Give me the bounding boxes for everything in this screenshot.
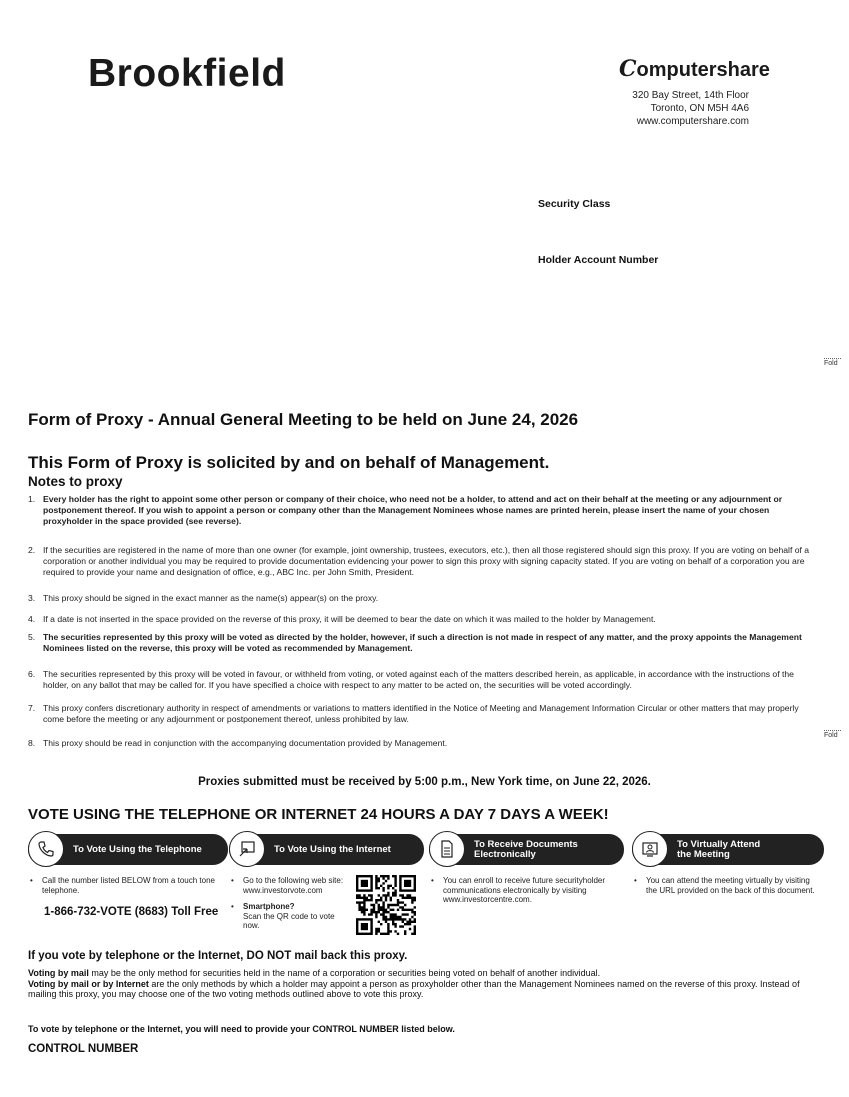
virtual-meeting-icon <box>632 831 668 867</box>
telephone-banner <box>28 834 228 865</box>
control-number-instruction: To vote by telephone or the Internet, you will need to provide your CONTROL NUMBER listed below. <box>28 1024 455 1034</box>
documents-instruction: • You can enroll to receive future securityholder communications electronically by visiting www.investorcentre.com. <box>431 876 606 904</box>
toll-free-number: 1-866-732-VOTE (8683) Toll Free <box>44 906 219 918</box>
note-item: 2. If the securities are registered in the name of more than one owner (for example, joint ownership, trustees, executors, etc.), then all those registered should sign this proxy. If you are voting on behalf of a corporation or another individual you may be required to provide documentation evidencing your power to sign this proxy with signing capacity stated. If you are voting on behalf of a corporation you are required to provide your name and designation of office, e.g., ABC Inc. per John Smith, President. <box>28 545 810 577</box>
cursor-screen-icon <box>229 831 265 867</box>
documents-banner <box>429 834 624 865</box>
note-item: 5. The securities represented by this proxy will be voted as directed by the holder, however, if such a direction is not made in respect of any matter, and the proxy appoints the Management Nominees listed on the reverse, this proxy will be voted as recommended by Management. <box>28 632 802 653</box>
note-item: 3. This proxy should be signed in the exact manner as the name(s) appear(s) on the proxy. <box>28 593 379 603</box>
computershare-logo: Computershare <box>619 56 770 82</box>
attend-banner <box>632 834 824 865</box>
telephone-instruction: • Call the number listed BELOW from a touch tone telephone. <box>30 876 215 895</box>
address-line-1: 320 Bay Street, 14th Floor <box>632 90 749 101</box>
solicited-heading: This Form of Proxy is solicited by and on behalf of Management. <box>28 453 550 472</box>
vote-heading: VOTE USING THE TELEPHONE OR INTERNET 24 HOURS A DAY 7 DAYS A WEEK! <box>28 806 609 823</box>
voting-by-mail-paragraph: Voting by mail may be the only method for securities held in the name of a corporation or securities being voted on behalf of another individual. Voting by mail or by Internet are the only methods by which a holder may appoint a person as proxyholder other than the Management Nominees named on the reverse of this proxy. Instead of mailing this proxy, you may choose one of the two voting methods outlined above to vote this proxy. <box>28 968 800 999</box>
document-icon <box>429 831 465 867</box>
qr-code[interactable] <box>356 875 416 935</box>
note-item: 7. This proxy confers discretionary authority in respect of amendments or variations to matters identified in the Notice of Meeting and Management Information Circular or other matters that may properly come before the meeting or any adjournment or postponement thereof, unless prohibited by law. <box>28 703 799 724</box>
form-title: Form of Proxy - Annual General Meeting to be held on June 24, 2026 <box>28 410 579 429</box>
fold-mark: Fold <box>824 730 841 739</box>
internet-banner <box>229 834 424 865</box>
smartphone-instruction: • Smartphone? Scan the QR code to vote now. <box>231 902 335 930</box>
note-item: 4. If a date is not inserted in the space provided on the reverse of this proxy, it will be deemed to bear the date on which it was mailed to the holder by Management. <box>28 614 656 624</box>
fold-mark: Fold <box>824 358 841 367</box>
deadline-notice: Proxies submitted must be received by 5:00 p.m., New York time, on June 22, 2026. <box>198 776 651 788</box>
holder-account-label: Holder Account Number <box>538 254 659 266</box>
telephone-banner-title: To Vote Using the Telephone <box>73 843 202 855</box>
brookfield-logo: Brookfield <box>88 52 286 95</box>
documents-banner-title: To Receive Documents Electronically <box>474 838 578 860</box>
internet-banner-title: To Vote Using the Internet <box>274 843 391 855</box>
control-number-label: CONTROL NUMBER <box>28 1043 139 1055</box>
attend-banner-title: To Virtually Attend the Meeting <box>677 838 761 860</box>
attend-instruction: • You can attend the meeting virtually by visiting the URL provided on the back of this document. <box>634 876 815 895</box>
phone-icon <box>28 831 64 867</box>
address-line-2: Toronto, ON M5H 4A6 <box>650 103 749 114</box>
website: www.computershare.com <box>636 116 749 127</box>
security-class-label: Security Class <box>538 198 611 210</box>
note-item: 1. Every holder has the right to appoint some other person or company of their choice, who need not be a holder, to attend and act on their behalf at the meeting or any adjournment or postponement thereof. If you wish to appoint a person or company other than the Management Nominees whose names are printed herein, please insert the name of your chosen proxyholder in the space provided (see reverse). <box>28 494 783 526</box>
notes-heading: Notes to proxy <box>28 474 123 489</box>
note-item: 6. The securities represented by this proxy will be voted in favour, or withheld from voting, or voted against each of the matters described herein, as applicable, in accordance with the instructions of the holder, on any ballot that may be called for. If you have specified a choice with respect to any matter to be acted on, the securities will be voted accordingly. <box>28 669 794 690</box>
note-item: 8. This proxy should be read in conjunction with the accompanying documentation provided by Management. <box>28 738 448 748</box>
internet-instruction: • Go to the following web site: www.investorvote.com <box>231 876 344 895</box>
do-not-mail-warning: If you vote by telephone or the Internet, DO NOT mail back this proxy. <box>28 950 408 962</box>
